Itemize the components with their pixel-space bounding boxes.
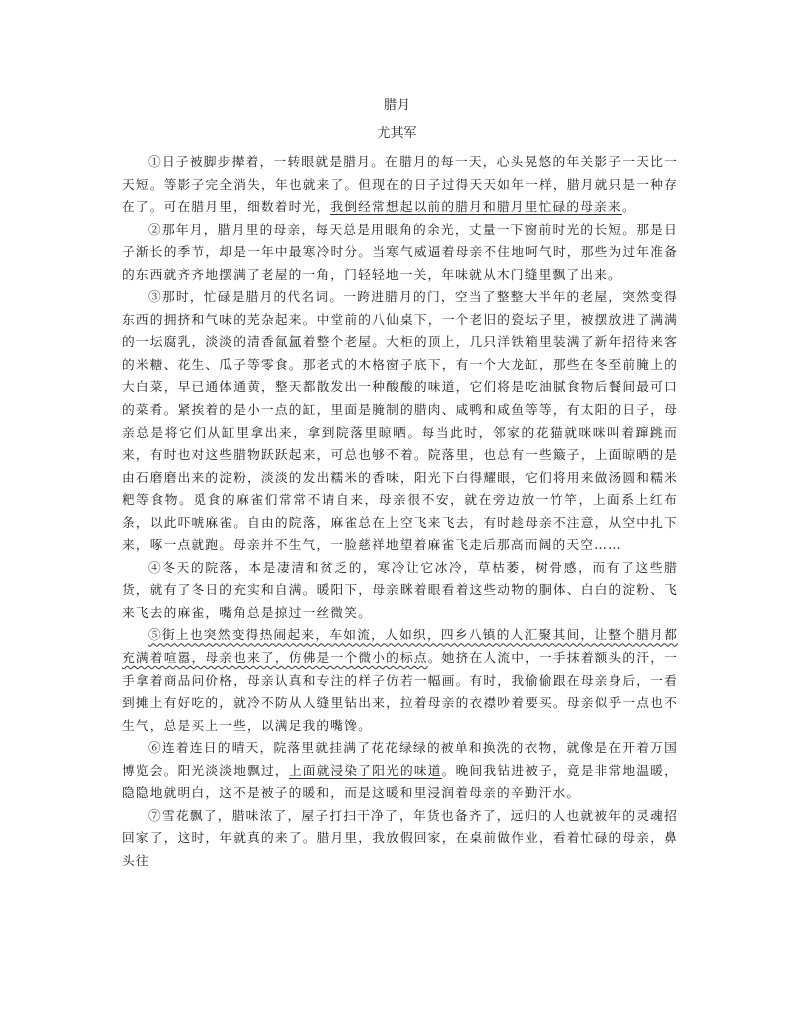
- paragraph-6-end: 。晚间我钻进被子，竟是非常地温暖，隐隐地就明白，这不是被子的暖和，而是这暖和里浸润着母亲的辛勤汗水。: [122, 762, 679, 801]
- document-body: [122, 151, 678, 873]
- paragraph-1-end: 。: [621, 199, 636, 215]
- paragraph-2: ②那年月，腊月里的母亲，每天总是用眼角的余光，丈量一下窗前时光的长短。那是日子渐长的季节，却是一年中最寒冷时分。当寒气威逼着母亲不住地呵气时，那些为过年准备的东西就齐齐地摆满了老屋的一角，门轻轻地一关，年味就从木门缝里飘了出来。: [122, 221, 678, 282]
- paragraph-1-underlined-sentence: 我倒经常想起以前的腊月和腊月里忙碌的母亲来: [330, 199, 622, 215]
- paragraph-4: ④冬天的院落，本是凄清和贫乏的，寒冷让它冰冷，草枯萎，树骨感，而有了这些腊货，就有了冬日的充实和自满。暖阳下，母亲眯着眼看着这些动物的胴体、白白的淀粉、飞来飞去的麻雀，嘴角总是掠过一丝微笑。: [122, 559, 678, 620]
- document-title: 腊月: [383, 98, 410, 113]
- paragraph-7: ⑦雪花飘了，腊味浓了，屋子打扫干净了，年货也备齐了，远归的人也就被年的灵魂招回家了，这时，年就真的来了。腊月里，我放假回家，在桌前做作业，看着忙碌的母亲，鼻头往: [122, 807, 678, 868]
- paragraph-6-text: ⑥连着连日的晴天，院落里就挂满了花花绿绿的被单和换洗的衣物，就像是在开着万国博览会。阳光淡淡地飘过，: [122, 740, 678, 778]
- paragraph-1: [122, 151, 678, 219]
- paragraph-6: [122, 737, 678, 805]
- paragraph-5-text: 。她挤在人流中，一手抹着额头的汗，一手拿着商品问价格，母亲认真和专注的样子仿若一幅画。有时，我偷偷跟在母亲身后，一看到摊上有好吃的，就冷不防从人缝里钻出来，拉着母亲的衣襟吵着要买。母亲似乎一点也不生气，总是买上一些，以满足我的嘴馋。: [122, 650, 678, 733]
- paragraph-3: ③那时，忙碌是腊月的代名词。一跨进腊月的门，空当了整整大半年的老屋，突然变得东西的拥挤和气味的芜杂起来。中堂前的八仙桌下，一个老旧的瓷坛子里，被摆放进了满满的一坛腐乳，淡淡的清香氤氲着整个老屋。大柜的顶上，几只洋铁箱里装满了新年招待来客的米糖、花生、瓜子等零食。那老式的木格窗子底下，有一个大龙缸，那些在冬至前腌上的大白菜，早已通体通黄，整天都散发出一种酸酸的味道，它们将是吃油腻食物后餐间最可口的菜肴。紧挨着的是小一点的缸，里面是腌制的腊肉、咸鸭和咸鱼等等，有太阳的日子，母亲总是将它们从缸里拿出来，拿到院落里晾晒。每当此时，邻家的花猫就咪咪叫着蹿跳而来，有时也对这些腊物跃跃起来，可总也够不着。院落里，也总有一些簸子，上面晾晒的是由石磨磨出来的淀粉，淡淡的发出糯米的香味，阳光下白得耀眼，它们将用来做汤圆和糯米粑等食物。觅食的麻雀们常常不请自来，母亲很不安，就在旁边放一竹竿，上面系上红布条，以此吓唬麻雀。自由的院落，麻雀总在上空飞来飞去，有时趁母亲不注意，从空中扎下来，啄一点就跑。母亲并不生气，一脸慈祥地望着麻雀飞走后那高而阔的天空……: [122, 289, 678, 553]
- document-author: 尤其军: [377, 126, 417, 141]
- paragraph-5-wavy-underlined-sentence: ⑤街上也突然变得热闹起来，车如流，人如织，四乡八镇的人汇聚其间，让整个腊月都充满着喧嚣，母亲也来了，仿佛是一个微小的标点: [122, 627, 678, 666]
- paragraph-5: [122, 624, 678, 737]
- paragraph-1-text: ①日子被脚步撵着，一转眼就是腊月。在腊月的每一天，心头晃悠的年关影子一天比一天短。等影子完全消失，年也就来了。但现在的日子过得天天如年一样，腊月就只是一种存在了。可在腊月里，细数着时光，: [122, 154, 678, 215]
- paragraph-6-underlined-sentence: 上面就浸染了阳光的味道: [288, 762, 442, 778]
